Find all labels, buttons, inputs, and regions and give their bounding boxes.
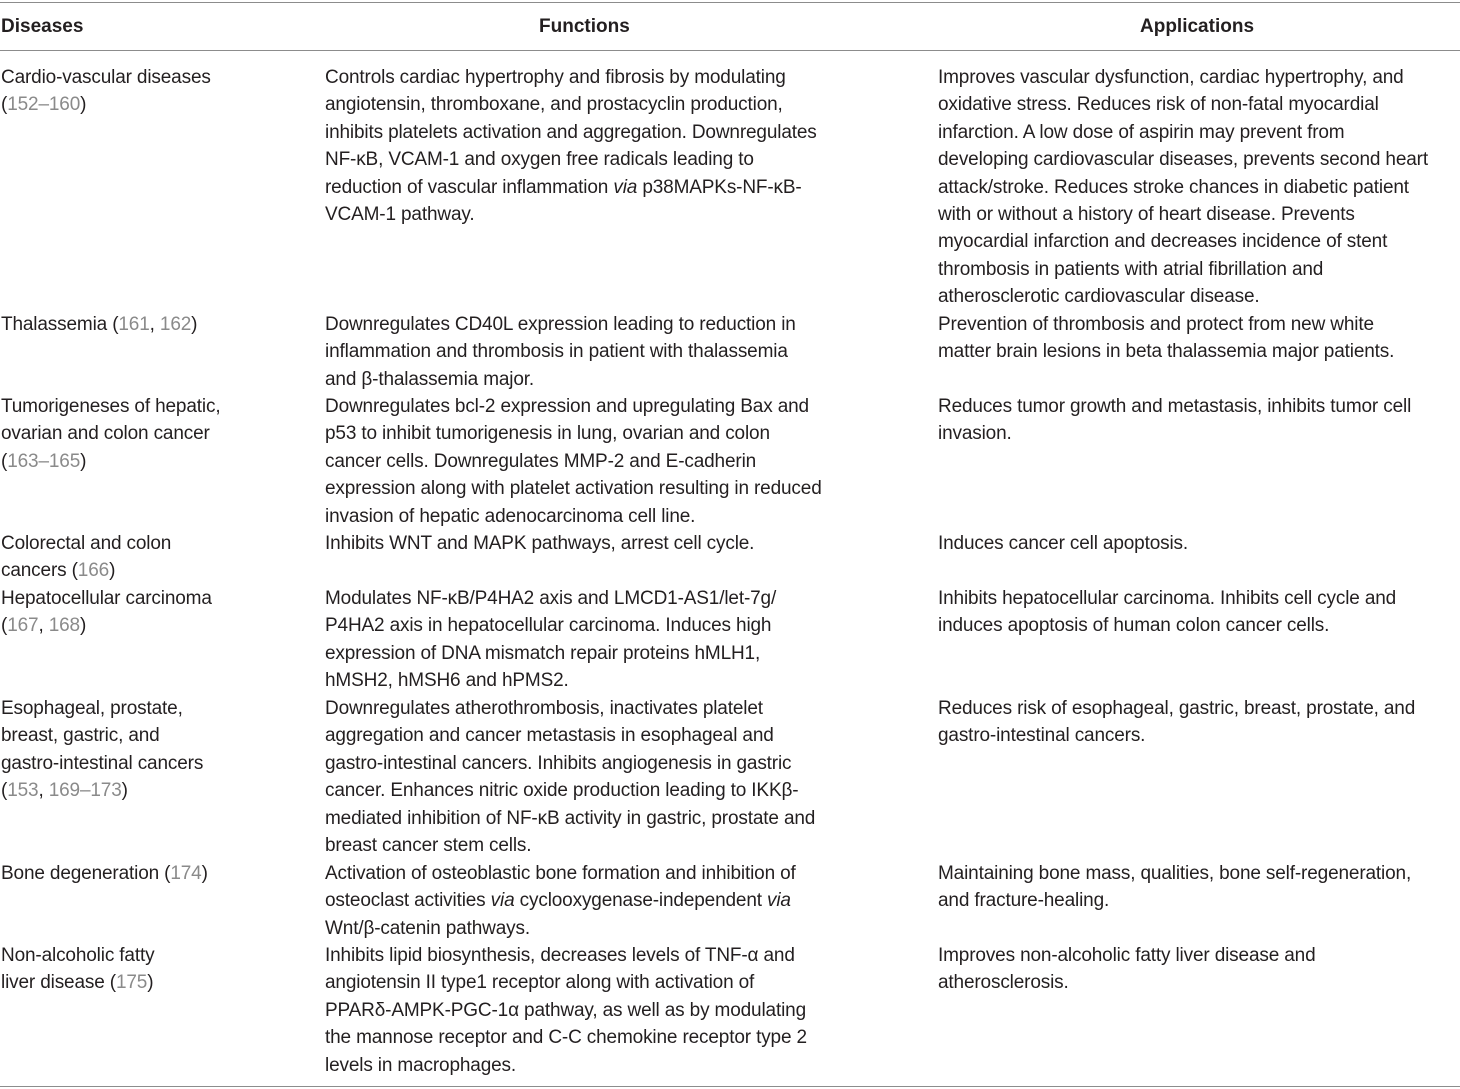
function-line: expression of DNA mismatch repair proteins hMLH1, <box>325 642 761 664</box>
cell-applications <box>938 530 1458 557</box>
cell-applications <box>938 942 1458 997</box>
reference-link[interactable]: 161 <box>118 314 150 335</box>
disease-line <box>1 530 306 557</box>
cell-disease <box>1 311 306 338</box>
function-line: PPARδ-AMPK-PGC-1α pathway, as well as by modulating <box>325 999 806 1021</box>
function-line: Inhibits lipid biosynthesis, decreases levels of TNF-α and <box>325 945 795 966</box>
reference-link[interactable]: 175 <box>115 972 148 994</box>
disease-line <box>1 750 306 777</box>
disease-text: ) <box>121 780 128 802</box>
cell-applications <box>938 311 1458 366</box>
function-line: mediated inhibition of NF-κB activity in gastric, prostate and <box>325 807 816 829</box>
application-line: Maintaining bone mass, qualities, bone self-regeneration, <box>938 863 1412 884</box>
function-line: expression along with platelet activation resulting in reduced <box>325 478 822 500</box>
disease-text: Thalassemia ( <box>1 314 119 335</box>
disease-line <box>1 612 306 639</box>
function-line: the mannose receptor and C-C chemokine receptor type 2 <box>325 1027 807 1049</box>
header-functions: Functions <box>539 16 630 37</box>
disease-line <box>1 860 306 887</box>
function-line: Modulates NF-κB/P4HA2 axis and LMCD1-AS1/let-7g/ <box>325 588 777 609</box>
function-line: Downregulates bcl-2 expression and upregulating Bax and <box>325 396 809 417</box>
disease-line <box>1 695 306 722</box>
application-line: matter brain lesions in beta thalassemia major patients. <box>938 341 1395 363</box>
application-line: with or without a history of heart disease. Prevents <box>938 204 1355 226</box>
reference-link[interactable]: 163–165 <box>7 450 81 472</box>
disease-text: ( <box>1 615 8 637</box>
disease-text: ) <box>80 450 87 472</box>
function-line: VCAM-1 pathway. <box>325 204 475 226</box>
application-line: gastro-intestinal cancers. <box>938 725 1146 747</box>
function-line: and β-thalassemia major. <box>325 368 535 390</box>
disease-text: ) <box>201 863 208 884</box>
reference-link[interactable]: 167 <box>7 615 39 637</box>
cell-functions <box>325 942 925 1079</box>
application-line: atherosclerotic cardiovascular disease. <box>938 286 1260 308</box>
reference-link[interactable]: 162 <box>159 314 192 335</box>
application-line: Inhibits hepatocellular carcinoma. Inhibits cell cycle and <box>938 588 1397 609</box>
disease-line <box>1 448 306 475</box>
application-line: thrombosis in patients with atrial fibrillation and <box>938 258 1324 280</box>
disease-text: ovarian and colon cancer <box>1 423 210 445</box>
function-line: Downregulates CD40L expression leading to reduction in <box>325 314 796 335</box>
application-line: attack/stroke. Reduces stroke chances in diabetic patient <box>938 176 1409 198</box>
function-line: inhibits platelets activation and aggregation. Downregulates <box>325 121 817 143</box>
disease-text: Esophageal, prostate, <box>1 698 183 719</box>
disease-line <box>1 722 306 749</box>
disease-line <box>1 420 306 447</box>
header-applications: Applications <box>1140 16 1255 37</box>
disease-text: ( <box>1 450 8 472</box>
cell-disease <box>1 695 306 805</box>
reference-link[interactable]: 168 <box>48 615 80 637</box>
disease-text: ( <box>1 780 8 802</box>
function-line: reduction of vascular inflammation via p38MAPKs-NF-κB- <box>325 176 802 198</box>
function-line: NF-κB, VCAM-1 and oxygen free radicals leading to <box>325 149 754 171</box>
reference-link[interactable]: 174 <box>170 863 202 884</box>
disease-text: Hepatocellular carcinoma <box>1 588 212 609</box>
application-line: oxidative stress. Reduces risk of non-fatal myocardial <box>938 94 1379 116</box>
cell-functions <box>325 64 925 228</box>
cell-functions <box>325 311 925 393</box>
application-line: developing cardiovascular diseases, prevents second heart <box>938 149 1428 171</box>
cell-disease <box>1 393 306 475</box>
function-line: levels in macrophages. <box>325 1054 517 1076</box>
disease-text: ) <box>191 314 198 335</box>
cell-applications <box>938 860 1458 915</box>
disease-text: Tumorigeneses of hepatic, <box>1 396 221 417</box>
header-diseases: Diseases <box>1 16 84 37</box>
disease-text: Colorectal and colon <box>1 533 172 554</box>
header-rule <box>0 50 1460 51</box>
disease-text: ) <box>80 94 87 116</box>
disease-text: ) <box>109 560 116 582</box>
application-line: induces apoptosis of human colon cancer cells. <box>938 615 1330 637</box>
function-line: Activation of osteoblastic bone formation and inhibition of <box>325 863 796 884</box>
disease-line <box>1 557 306 584</box>
disease-text: breast, gastric, and <box>1 725 160 747</box>
application-line: and fracture-healing. <box>938 890 1110 912</box>
disease-text: , <box>149 314 160 335</box>
cell-functions <box>325 860 925 942</box>
cell-disease <box>1 860 306 887</box>
disease-text: liver disease ( <box>1 972 116 994</box>
cell-applications <box>938 695 1458 750</box>
application-line: myocardial infarction and decreases incidence of stent <box>938 231 1388 253</box>
function-line: P4HA2 axis in hepatocellular carcinoma. Induces high <box>325 615 772 637</box>
function-line: invasion of hepatic adenocarcinoma cell line. <box>325 505 696 527</box>
function-line: cancer cells. Downregulates MMP-2 and E-cadherin <box>325 450 757 472</box>
disease-text: , <box>38 615 49 637</box>
reference-link[interactable]: 153 <box>7 780 39 802</box>
cell-disease <box>1 585 306 640</box>
disease-line <box>1 942 306 969</box>
cell-functions <box>325 530 925 557</box>
cell-applications <box>938 393 1458 448</box>
application-line: atherosclerosis. <box>938 972 1069 994</box>
function-line: cancer. Enhances nitric oxide production leading to IKKβ- <box>325 780 799 802</box>
cell-applications <box>938 585 1458 640</box>
function-line: hMSH2, hMSH6 and hPMS2. <box>325 670 569 692</box>
disease-text: Cardio-vascular diseases <box>1 67 211 88</box>
disease-line <box>1 311 306 338</box>
disease-line <box>1 585 306 612</box>
function-line: inflammation and thrombosis in patient with thalassemia <box>325 341 788 363</box>
application-line: Reduces risk of esophageal, gastric, breast, prostate, and <box>938 698 1416 719</box>
application-line: Prevention of thrombosis and protect from new white <box>938 314 1374 335</box>
disease-text: Bone degeneration ( <box>1 863 171 884</box>
disease-line <box>1 393 306 420</box>
function-line: Controls cardiac hypertrophy and fibrosis by modulating <box>325 67 786 88</box>
disease-text: ) <box>79 615 87 637</box>
disease-line <box>1 969 306 996</box>
disease-text: ) <box>147 972 154 994</box>
function-line: aggregation and cancer metastasis in esophageal and <box>325 725 774 747</box>
cell-functions <box>325 585 925 695</box>
disease-text: gastro-intestinal cancers <box>1 752 204 774</box>
cell-functions <box>325 695 925 859</box>
disease-line <box>1 64 306 91</box>
application-line: infarction. A low dose of aspirin may prevent from <box>938 121 1345 143</box>
reference-link[interactable]: 152–160 <box>7 94 81 116</box>
cell-disease <box>1 942 306 997</box>
application-line: Induces cancer cell apoptosis. <box>938 533 1189 554</box>
function-line: gastro-intestinal cancers. Inhibits angiogenesis in gastric <box>325 752 792 774</box>
function-line: osteoclast activities via cyclooxygenase-independent via <box>325 890 791 912</box>
disease-line <box>1 91 306 118</box>
cell-disease <box>1 64 306 119</box>
disease-text: Non-alcoholic fatty <box>1 945 155 966</box>
disease-text: ( <box>1 94 8 116</box>
cell-disease <box>1 530 306 585</box>
function-line: angiotensin II type1 receptor along with activation of <box>325 972 755 994</box>
function-line: p53 to inhibit tumorigenesis in lung, ovarian and colon <box>325 423 770 445</box>
top-rule <box>0 2 1460 3</box>
function-line: breast cancer stem cells. <box>325 835 532 857</box>
application-line: Reduces tumor growth and metastasis, inhibits tumor cell <box>938 396 1412 417</box>
disease-line <box>1 777 306 804</box>
disease-text: cancers ( <box>1 560 78 582</box>
cell-functions <box>325 393 925 530</box>
application-line: Improves non-alcoholic fatty liver disease and <box>938 945 1316 966</box>
reference-link[interactable]: 166 <box>77 560 110 582</box>
function-line: Inhibits WNT and MAPK pathways, arrest cell cycle. <box>325 533 755 554</box>
bottom-rule <box>0 1086 1460 1087</box>
function-line: Wnt/β-catenin pathways. <box>325 917 530 939</box>
application-line: Improves vascular dysfunction, cardiac hypertrophy, and <box>938 67 1404 88</box>
function-line: Downregulates atherothrombosis, inactivates platelet <box>325 698 763 719</box>
application-line: invasion. <box>938 423 1012 445</box>
function-line: angiotensin, thromboxane, and prostacyclin production, <box>325 94 783 116</box>
reference-link[interactable]: 169–173 <box>48 780 122 802</box>
cell-applications <box>938 64 1458 311</box>
disease-text: , <box>38 780 49 802</box>
